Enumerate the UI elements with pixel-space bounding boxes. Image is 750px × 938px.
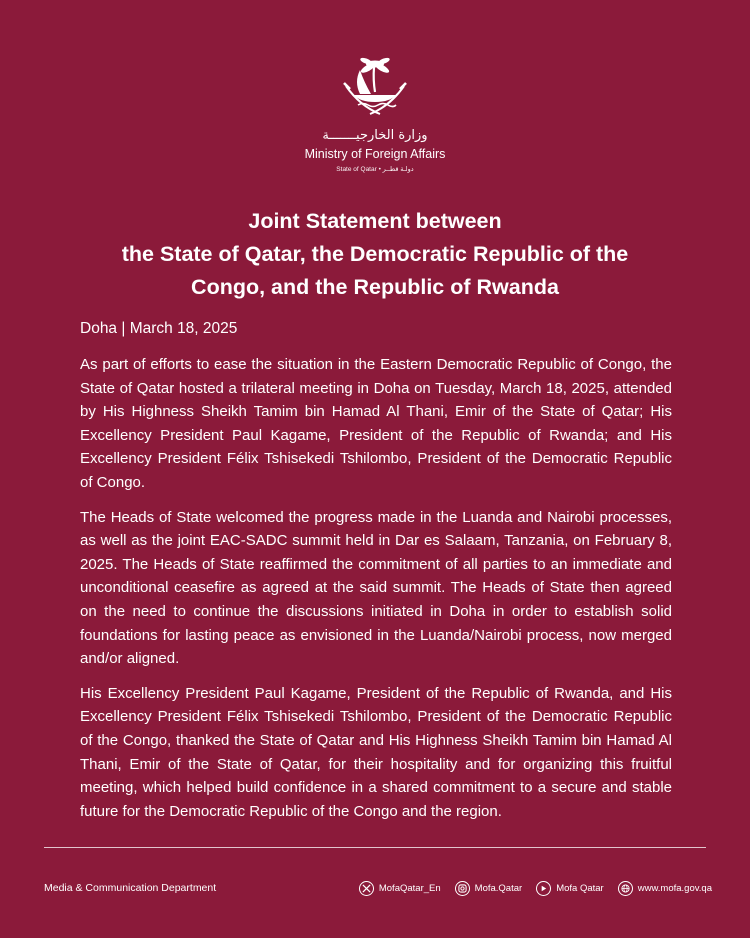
- title-line-1: Joint Statement between: [248, 209, 502, 233]
- youtube-icon: [536, 881, 551, 896]
- ministry-name-english: Ministry of Foreign Affairs: [304, 147, 446, 161]
- paragraph-1: As part of efforts to ease the situation in the Eastern Democratic Republic of Congo, the State of Qatar hosted a trilateral meeting in Doha on Tuesday, March 18, 2025, attended by His Highness Sheikh Tamim bin Hamad Al Thani, Emir of the State of Qatar; His Excellency President Paul Kagame, President of the Republic of Rwanda; and His Excellency President Félix Tshisekedi Tshilombo, President of the Democratic Republic of Congo.: [80, 356, 672, 491]
- title-line-2: the State of Qatar, the Democratic Republic of the: [121, 242, 629, 266]
- paragraph-3: His Excellency President Paul Kagame, President of the Republic of Rwanda, and His Excellency President Félix Tshisekedi Tshilombo, President of the Democratic Republic of the Congo, thanked the State of Qatar and His Highness Sheikh Tamim bin Hamad Al Thani, Emir of the State of Qatar, for their hospitality and for organizing this fruitful meeting, which helped build confidence in a shared commitment to a secure and stable future for the Democratic Republic of the Congo and the region.: [80, 684, 672, 820]
- statement-body: [80, 318, 672, 834]
- youtube-handle: Mofa Qatar: [556, 882, 604, 894]
- youtube-link[interactable]: [536, 881, 604, 896]
- instagram-handle: Mofa.Qatar: [474, 882, 523, 894]
- website-url: www.mofa.gov.qa: [637, 882, 712, 894]
- statement-title: [60, 205, 690, 304]
- qatar-emblem-icon: [340, 52, 410, 122]
- x-icon: [359, 881, 374, 896]
- state-line: State of Qatar • دولـة قطــر: [336, 166, 414, 173]
- dateline: Doha | March 18, 2025: [80, 320, 238, 337]
- x-handle: MofaQatar_En: [378, 882, 441, 894]
- website-link[interactable]: [618, 881, 712, 896]
- footer: [44, 875, 712, 901]
- ministry-logo: [0, 52, 750, 175]
- paragraph-2: The Heads of State welcomed the progress made in the Luanda and Nairobi processes, as well as the joint EAC-SADC summit held in Dar es Salaam, Tanzania, on February 8, 2025. The Heads of State reaffirmed the commitment of all parties to an immediate and unconditional ceasefire as agreed at the said summit. The Heads of State then agreed on the need to continue the discussions initiated in Doha in order to establish solid foundations for lasting peace as envisioned in the Luanda/Nairobi process, now merged and/or aligned.: [80, 508, 672, 668]
- social-links: [359, 881, 712, 896]
- instagram-icon: [455, 881, 470, 896]
- x-link[interactable]: [359, 881, 441, 896]
- globe-icon: [618, 881, 633, 896]
- department-name: Media & Communication Department: [44, 882, 217, 894]
- ministry-name-arabic: وزارة الخارجيـــــــة: [322, 128, 428, 143]
- title-line-3: Congo, and the Republic of Rwanda: [191, 275, 559, 299]
- instagram-link[interactable]: [455, 881, 523, 896]
- footer-divider: [44, 847, 706, 848]
